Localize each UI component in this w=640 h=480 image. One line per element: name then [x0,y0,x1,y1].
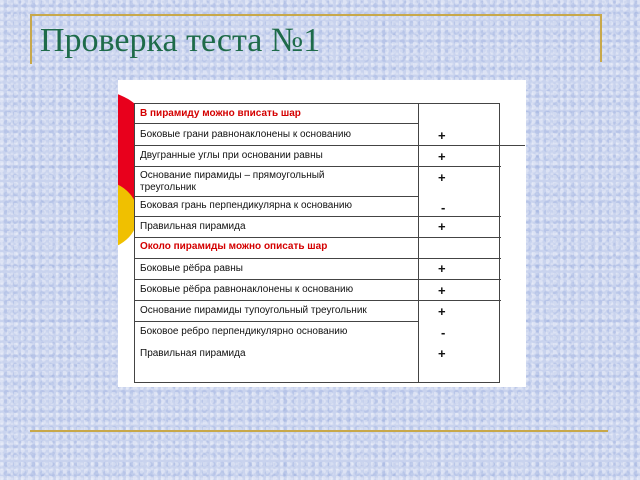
row-divider [135,196,418,197]
answers-table [134,103,500,383]
row-divider [135,123,418,124]
table-row: треугольник [140,182,196,193]
row-divider [135,258,501,259]
table-row: Боковые грани равнонаклонены к основанию [140,129,352,140]
row-divider [135,216,501,217]
section2-header: Около пирамиды можно описать шар [140,241,328,252]
table-row: Боковая грань перпендикулярна к основанию [140,200,352,211]
slide-title: Проверка теста №1 [40,22,321,59]
table-row: Двугранные углы при основании равны [140,150,323,161]
top-right-frame-line [600,14,602,62]
bottom-frame-line [30,430,608,432]
table-row: Основание пирамиды – прямоугольный [140,170,325,181]
row-divider [135,237,501,238]
answer-mark: - [441,325,446,340]
table-row: Правильная пирамида [140,221,246,232]
answer-mark: + [438,149,446,164]
answer-mark: + [438,170,446,185]
section1-header: В пирамиду можно вписать шар [140,108,301,119]
table-row: Боковые рёбра равнонаклонены к основанию [140,284,354,295]
test-card [118,80,526,387]
answer-mark: + [438,261,446,276]
answer-mark: - [441,200,446,215]
answer-mark: + [438,304,446,319]
row-divider [135,300,501,301]
row-divider [135,166,501,167]
answer-mark: + [438,128,446,143]
top-frame-line [30,14,602,16]
answer-mark: + [438,219,446,234]
answer-mark: + [438,283,446,298]
table-row: Основание пирамиды тупоугольный треугольник [140,305,367,316]
table-row: Правильная пирамида [140,348,246,359]
table-row: Боковые рёбра равны [140,263,243,274]
answer-mark: + [438,346,446,361]
left-frame-line [30,14,32,64]
row-divider [135,321,418,322]
table-row: Боковое ребро перпендикулярно основанию [140,326,348,337]
row-divider [135,145,525,146]
row-divider [135,279,501,280]
